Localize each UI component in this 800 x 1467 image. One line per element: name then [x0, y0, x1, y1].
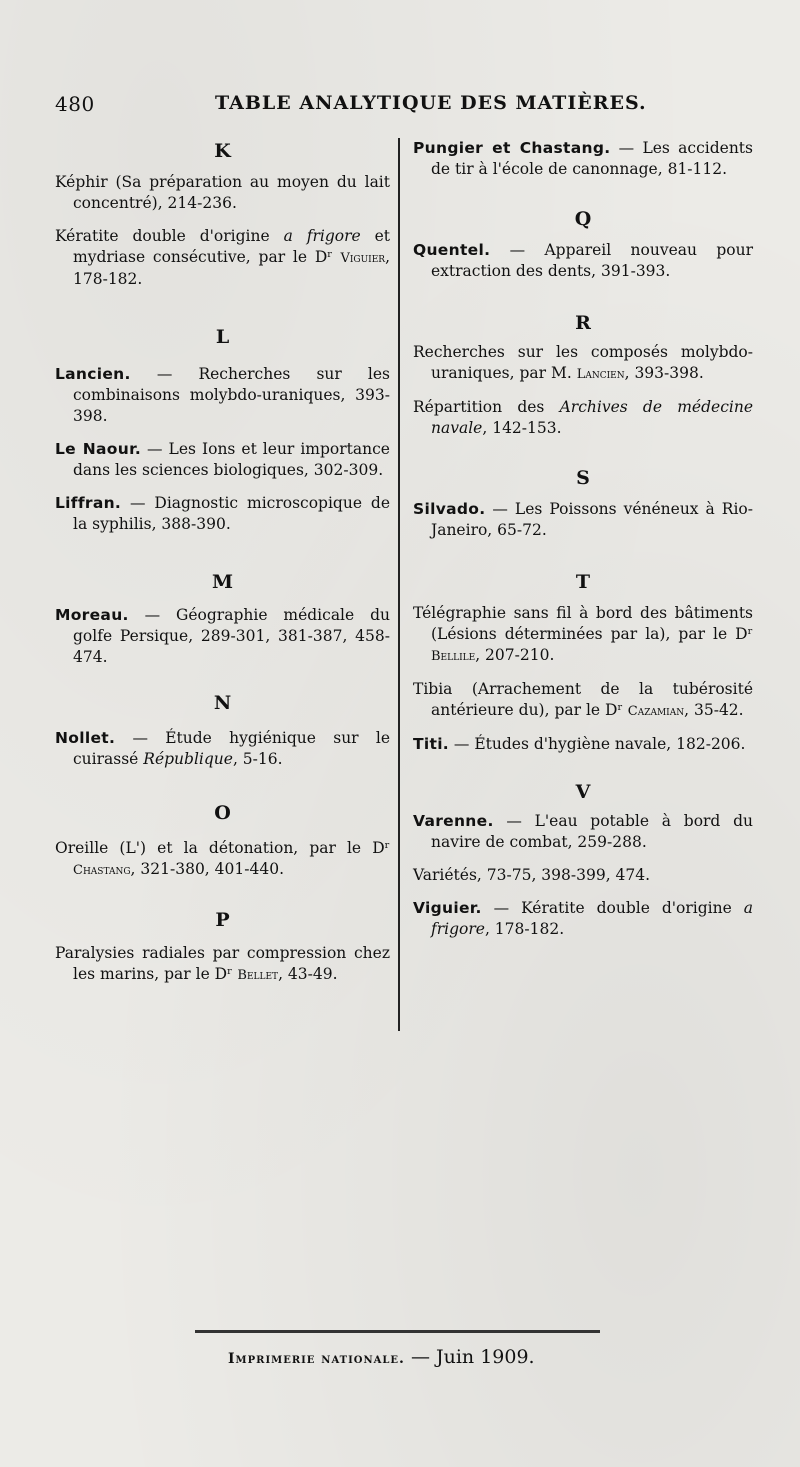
- entry-text: — Diagnostic microscopique de la syphilis, 388-390.: [73, 494, 390, 533]
- entry-text: — Géographie médicale du golfe Persique, 289-301, 381-387, 458-474.: [73, 606, 390, 666]
- entry-text: Répartition des: [413, 398, 560, 416]
- entry-text: , 393-398.: [624, 364, 704, 382]
- entry-text: , 35-42.: [684, 701, 744, 719]
- entry-text: — Kératite double d'origine: [481, 899, 744, 917]
- index-entry-le-naour: [55, 439, 390, 481]
- index-entry-recherches: [413, 342, 753, 385]
- index-entry-paralysies: [55, 943, 390, 986]
- author-name: Lancien: [576, 367, 625, 382]
- entry-text: Tibia (Arrachement de la tubérosité antérieure du), par le Dʳ: [413, 680, 753, 719]
- footer-rule: [195, 1330, 600, 1333]
- author-name: Quentel.: [413, 241, 491, 259]
- author-name: Lancien.: [55, 365, 131, 383]
- entry-text: — Les Poissons vénéneux à Rio-Janeiro, 65-72.: [431, 500, 753, 539]
- entry-text: , 207-210.: [475, 646, 555, 664]
- author-name: Bellet: [237, 968, 279, 983]
- entry-italic: Archives de médecine navale: [431, 398, 753, 437]
- author-name: Silvado.: [413, 500, 486, 518]
- imprint: [228, 1346, 535, 1368]
- section-letter-n: N: [213, 692, 232, 714]
- index-entry-nollet: [55, 728, 390, 770]
- author-name: Pungier et Chastang.: [413, 139, 611, 157]
- entry-text: , 178-182.: [484, 920, 565, 938]
- section-letter-m: M: [211, 571, 234, 593]
- page-number: 480: [55, 92, 95, 116]
- index-entry-moreau: [55, 605, 390, 668]
- left-column: [55, 138, 390, 998]
- index-entry-pungier: [413, 138, 753, 180]
- index-entry-viguier: [413, 898, 753, 940]
- index-entry-varenne: [413, 811, 753, 853]
- index-entry-lancien: [55, 364, 390, 427]
- index-entry-tibia: [413, 679, 753, 722]
- entry-text: Paralysies radiales par compression chez les marins, par le Dʳ: [55, 944, 390, 983]
- index-entry-oreille: [55, 838, 390, 881]
- entry-text: Variétés, 73-75, 398-399, 474.: [413, 866, 651, 884]
- index-entry-repartition: [413, 397, 753, 439]
- index-entry-quentel: [413, 240, 753, 282]
- author-name: Titi.: [413, 735, 449, 753]
- index-entry-kephir: [55, 172, 390, 214]
- entry-text: , 321-380, 401-440.: [130, 860, 284, 878]
- entry-text: — Appareil nouveau pour extraction des dents, 391-393.: [431, 241, 753, 280]
- author-name: Liffran.: [55, 494, 122, 512]
- author-name: Nollet.: [55, 729, 116, 747]
- running-title: TABLE ANALYTIQUE DES MATIÈRES.: [215, 92, 647, 114]
- imprint-date: — Juin 1909.: [404, 1346, 535, 1368]
- section-letter-s: S: [576, 467, 590, 489]
- entry-text: , 178-182.: [73, 248, 390, 288]
- author-name: Moreau.: [55, 606, 129, 624]
- section-letter-o: O: [214, 802, 231, 824]
- entry-italic: République: [143, 750, 233, 768]
- section-letter-l: L: [215, 326, 230, 348]
- author-name: Le Naour.: [55, 440, 142, 458]
- section-letter-p: P: [215, 909, 230, 931]
- author-name: Cazamian: [627, 704, 685, 719]
- entry-text: — Recherches sur les combinaisons molybdo-uraniques, 393-398.: [73, 365, 390, 425]
- author-name: Viguier.: [413, 899, 482, 917]
- entry-italic: a frigore: [283, 227, 361, 245]
- entry-text: — L'eau potable à bord du navire de combat, 259-288.: [431, 812, 753, 851]
- right-column: [413, 138, 753, 952]
- section-letter-q: Q: [574, 208, 592, 230]
- entry-text: et mydriase consécutive, par le Dʳ: [73, 227, 390, 266]
- entry-italic: a frigore: [431, 899, 753, 938]
- author-name: Chastang: [73, 863, 131, 878]
- page-header: [55, 92, 755, 124]
- author-name: Bellile: [431, 649, 476, 664]
- section-letter-t: T: [575, 571, 591, 593]
- author-name: Viguier: [340, 251, 386, 266]
- entry-text: — Étude hygiénique sur le cuirassé: [73, 729, 390, 768]
- entry-text: , 142-153.: [482, 419, 562, 437]
- entry-text: Kératite double d'origine: [55, 227, 284, 245]
- index-entry-liffran: [55, 493, 390, 535]
- entry-text: Képhir (Sa préparation au moyen du lait concentré), 214-236.: [55, 173, 390, 212]
- index-entry-keratite: [55, 226, 390, 290]
- entry-text: , 5-16.: [232, 750, 283, 768]
- section-letter-r: R: [575, 312, 591, 334]
- index-entry-silvado: [413, 499, 753, 541]
- index-entry-titi: [413, 734, 753, 755]
- index-entry-telegraphie: [413, 603, 753, 667]
- entry-text: , 43-49.: [278, 965, 338, 983]
- section-letter-v: V: [575, 781, 591, 803]
- entry-text: Recherches sur les composés molybdo-uraniques, par M.: [413, 343, 753, 382]
- entry-text: Oreille (L') et la détonation, par le Dʳ: [55, 839, 390, 857]
- imprint-publisher: Imprimerie nationale.: [228, 1351, 405, 1367]
- entry-text: — Études d'hygiène navale, 182-206.: [449, 735, 746, 753]
- column-divider: [398, 138, 400, 1031]
- index-entry-varietes: [413, 865, 753, 886]
- entry-text: — Les Ions et leur importance dans les sciences biologiques, 302-309.: [73, 440, 390, 479]
- section-letter-k: K: [214, 140, 231, 162]
- entry-text: Télégraphie sans fil à bord des bâtiments (Lésions déterminées par la), par le Dʳ: [413, 604, 753, 643]
- author-name: Varenne.: [413, 812, 494, 830]
- entry-text: — Les accidents de tir à l'école de canonnage, 81-112.: [431, 139, 753, 178]
